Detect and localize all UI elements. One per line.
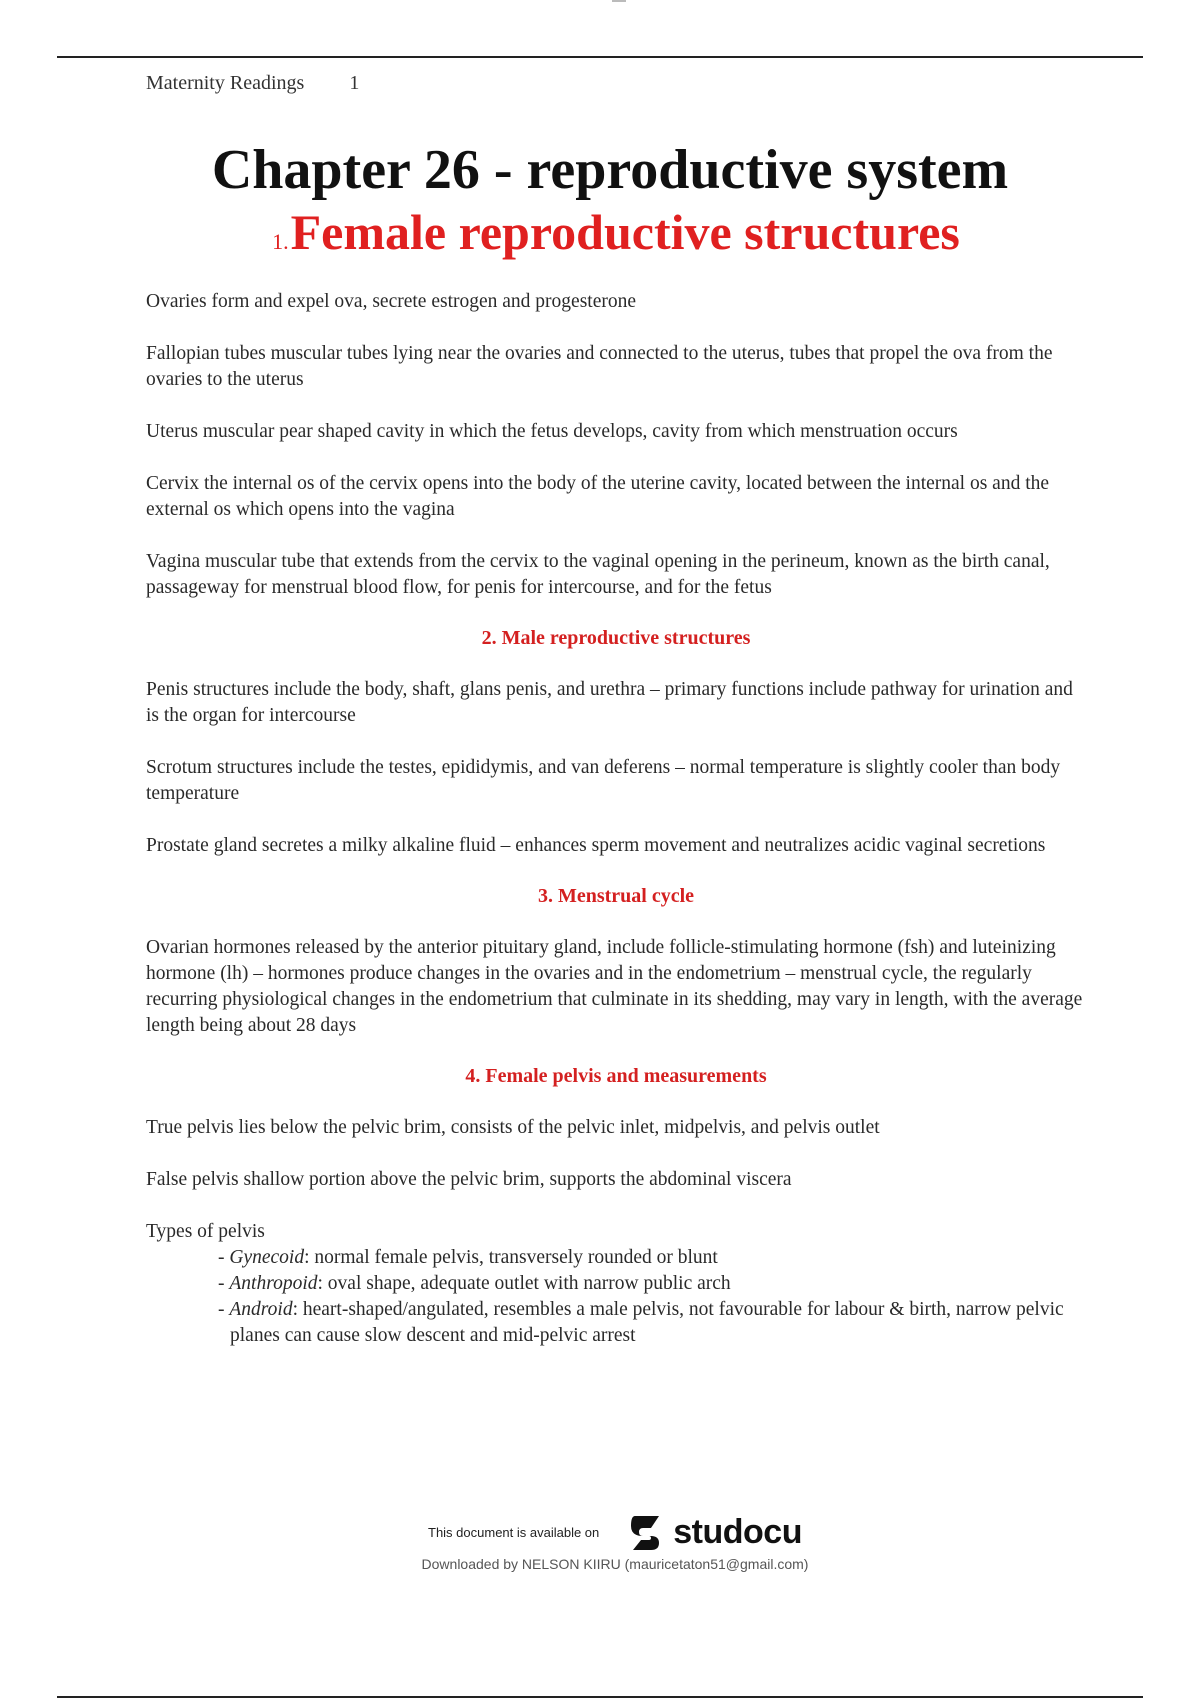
chapter-title: Chapter 26 - reproductive system (211, 139, 1009, 201)
top-edge-mark (612, 0, 626, 2)
type-name: Gynecoid (229, 1247, 305, 1269)
list-item: - Gynecoid: normal female pelvis, transversely rounded or blunt (218, 1247, 718, 1269)
entry-penis: Penis structures include the body, shaft, glans penis, and urethra – primary functions include pathway for urination and is the organ for intercourse (146, 679, 1073, 727)
section-title-female-structures (146, 204, 1086, 262)
pelvis-types-list (146, 1245, 1086, 1349)
footer-rule (57, 1696, 1143, 1698)
type-description: : normal female pelvis, transversely rounded or blunt (304, 1247, 718, 1269)
entry-ovarian-hormones: Ovarian hormones released by the anterior pituitary gland, include follicle-stimulating hormone (fsh) and luteinizing hormone (lh) – hormones produce changes in the ovaries and in the endometrium – menstrual cycle, the regularly recurring physiological changes in the endometrium that culminate in its shedding, may vary in length, with the average length being about 28 days (146, 937, 1083, 1037)
type-name: Android (229, 1299, 293, 1321)
entry-fallopian-tubes: Fallopian tubes muscular tubes lying near the ovaries and connected to the uterus, tubes that propel the ova from the ovaries to the uterus (146, 343, 1053, 391)
entry-false-pelvis: False pelvis shallow portion above the pelvic brim, supports the abdominal viscera (146, 1169, 792, 1191)
section-title-male-structures: 2. Male reproductive structures (481, 627, 751, 650)
type-description: : heart-shaped/angulated, resembles a male pelvis, not favourable for labour & birth, narrow pelvic planes can cause slow descent and mid-pelvic arrest (230, 1299, 1064, 1347)
entry-uterus: Uterus muscular pear shaped cavity in which the fetus develops, cavity from which menstruation occurs (146, 421, 958, 443)
entry-prostate-gland: Prostate gland secretes a milky alkaline fluid – enhances sperm movement and neutralizes acidic vaginal secretions (146, 835, 1046, 857)
downloaded-by: Downloaded by NELSON KIIRU (mauricetaton51@gmail.com) (421, 1556, 809, 1572)
studocu-logo[interactable] (625, 1510, 802, 1554)
section-number: 1. (272, 228, 289, 254)
availability-banner[interactable] (428, 1510, 802, 1554)
entry-cervix: Cervix the internal os of the cervix opens into the body of the uterine cavity, located between the internal os and the external os which opens into the vagina (146, 473, 1050, 521)
document-body (146, 140, 1086, 1349)
types-of-pelvis-heading: Types of pelvis (146, 1221, 265, 1243)
studocu-wordmark: studocu (673, 1512, 802, 1551)
studocu-footer (0, 1510, 1200, 1572)
section-title-menstrual-cycle: 3. Menstrual cycle (537, 885, 695, 908)
type-description: : oval shape, adequate outlet with narrow public arch (317, 1273, 731, 1295)
page-number: 1 (349, 72, 360, 94)
studocu-logo-icon (625, 1510, 669, 1554)
running-title: Maternity Readings (146, 72, 305, 94)
section-title-text: Female reproductive structures (290, 203, 960, 260)
list-item: - Android: heart-shaped/angulated, resembles a male pelvis, not favourable for labour & birth, narrow pelvic planes can cause slow descent and mid-pelvic arrest (218, 1299, 1064, 1347)
entry-vagina: Vagina muscular tube that extends from the cervix to the vaginal opening in the perineum, known as the birth canal, passageway for menstrual blood flow, for penis for intercourse, and for the fetus (146, 551, 1050, 599)
type-name: Anthropoid (229, 1273, 318, 1295)
section-title-female-pelvis: 4. Female pelvis and measurements (465, 1065, 767, 1088)
entry-scrotum: Scrotum structures include the testes, epididymis, and van deferens – normal temperature is slightly cooler than body temperature (146, 757, 1061, 805)
entry-ovaries: Ovaries form and expel ova, secrete estrogen and progesterone (146, 291, 637, 313)
availability-text: This document is available on (428, 1524, 600, 1540)
running-header (146, 72, 359, 95)
header-rule (57, 56, 1143, 58)
list-item: - Anthropoid: oval shape, adequate outlet with narrow public arch (218, 1273, 731, 1295)
entry-true-pelvis: True pelvis lies below the pelvic brim, consists of the pelvic inlet, midpelvis, and pelvis outlet (146, 1117, 880, 1139)
